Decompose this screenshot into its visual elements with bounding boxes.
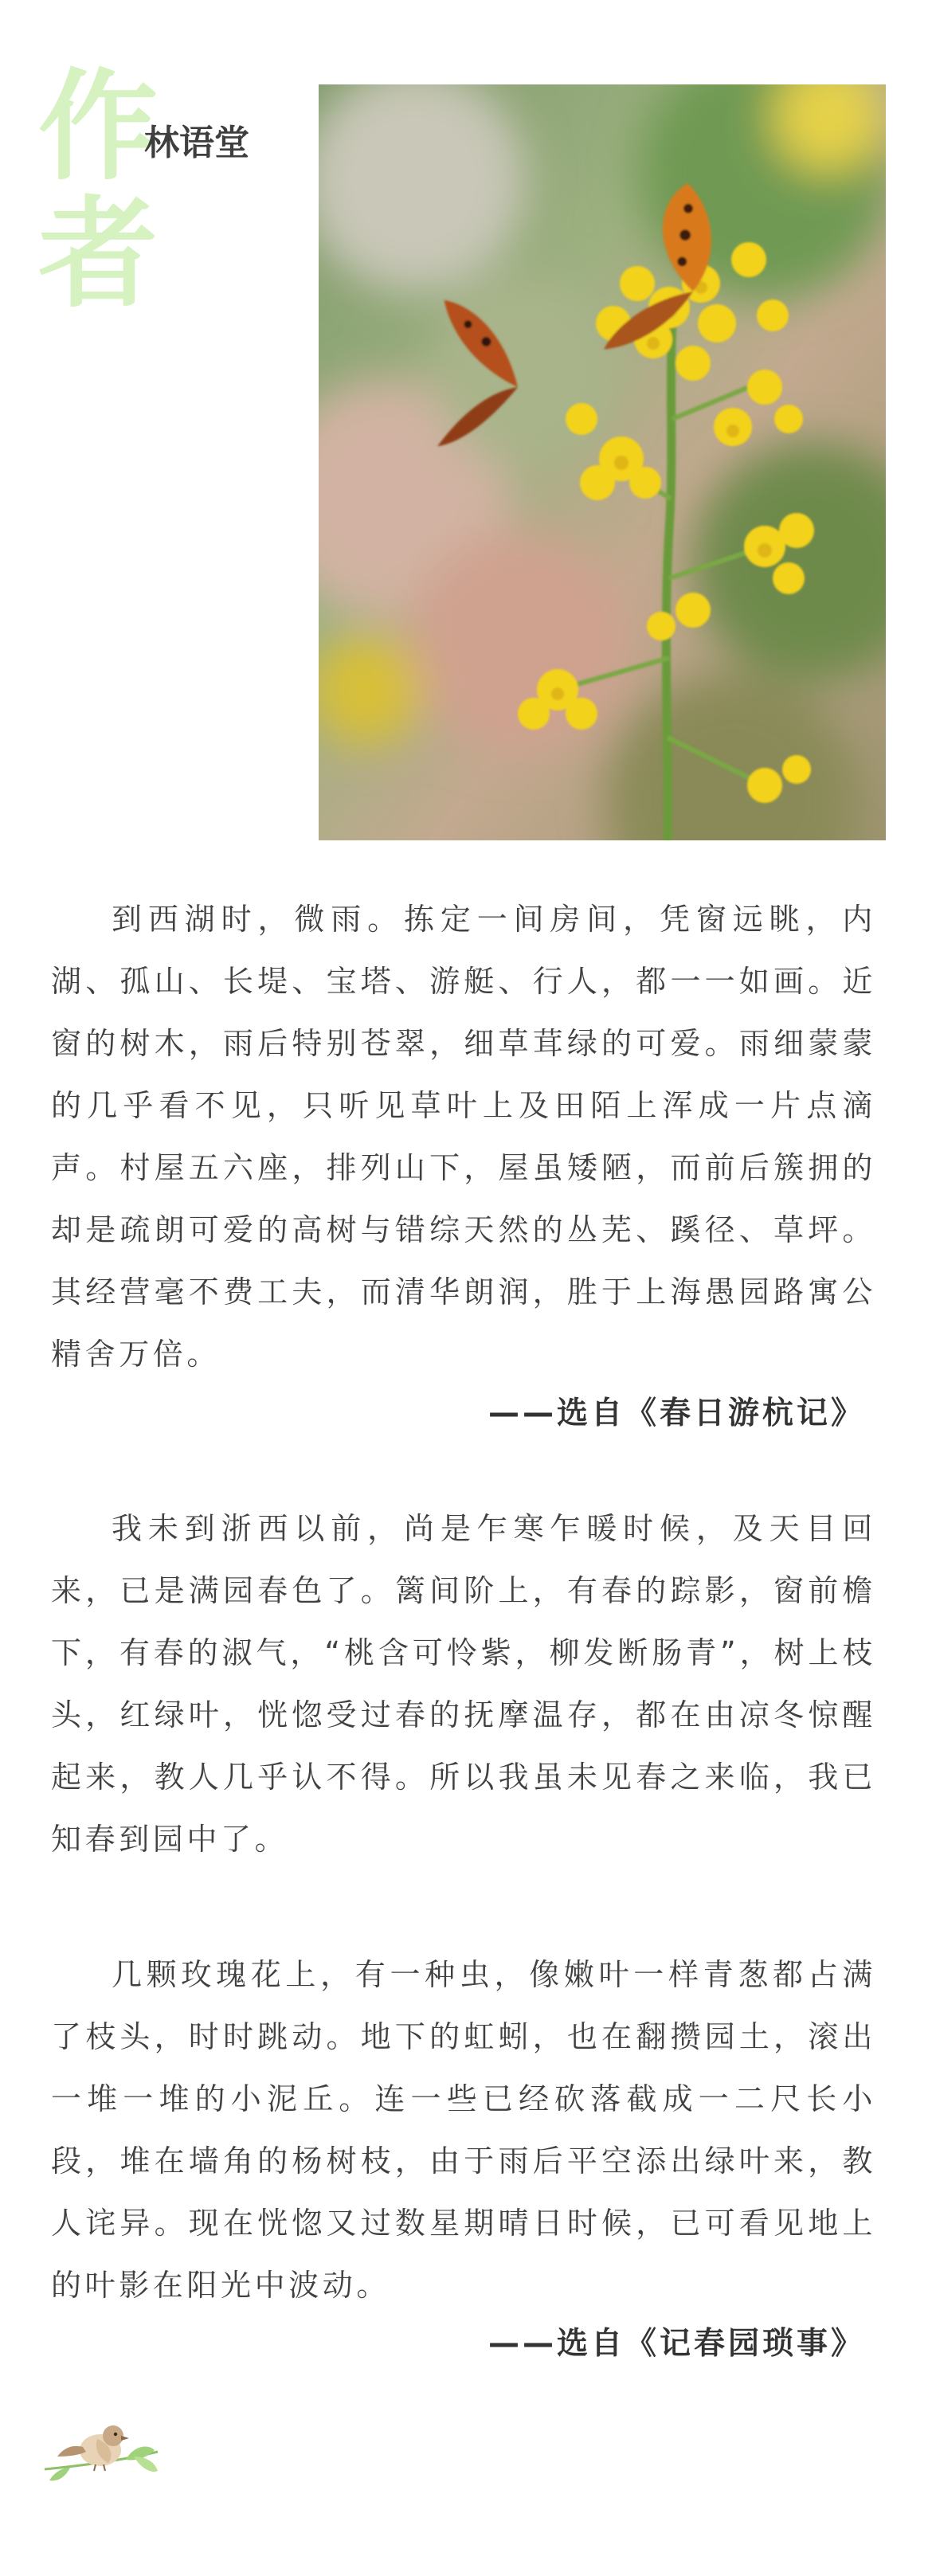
article-paragraph-2: 我未到浙西以前，尚是乍寒乍暖时候，及天目回来，已是满园春色了。篱间阶上，有春的踪影，窗前檐下，有春的淑气，“桃含可怜紫，柳发断肠青”，树上枝头，红绿叶，恍惚受过春的抚摩温存，都在由凉冬惊醒起来，教人几乎认不得。所以我虽未见春之来临，我已知春到园中了。 bbox=[51, 1511, 876, 1857]
author-header bbox=[38, 58, 277, 324]
article-paragraph-3: 几颗玫瑰花上，有一种虫，像嫩叶一样青葱都占满了枝头，时时跳动。地下的虹蚓，也在翻攒园土，滚出一堆一堆的小泥丘。连一些已经砍落截成一二尺长小段，堆在墙角的杨树枝，由于雨后平空添出绿叶来，教人诧异。现在恍惚又过数星期晴日时候，已可看见地上的叶影在阳光中波动。 bbox=[51, 1957, 876, 2303]
source-citation-2: ——选自《记春园琐事》 bbox=[488, 2326, 865, 2362]
author-label: 作者 bbox=[38, 58, 163, 324]
article-paragraph-1: 到西湖时，微雨。拣定一间房间，凭窗远眺，内湖、孤山、长堤、宝塔、游艇、行人，都一一如画。近窗的树木，雨后特别苍翠，细草茸绿的可爱。雨细蒙蒙的几乎看不见，只听见草叶上及田陌上浑成一片点滴声。村屋五六座，排列山下，屋虽矮陋，而前后簇拥的却是疏朗可爱的高树与错综天然的丛芜、蹊径、草坪。其经营毫不费工夫，而清华朗润，胜于上海愚园路寓公精舍万倍。 bbox=[51, 902, 876, 1372]
butterflies-on-rapeseed-flower-photo bbox=[319, 84, 886, 840]
source-citation-1: ——选自《春日游杭记》 bbox=[488, 1396, 865, 1431]
bird-on-branch-icon bbox=[38, 2404, 166, 2492]
author-name: 林语堂 bbox=[144, 123, 249, 163]
